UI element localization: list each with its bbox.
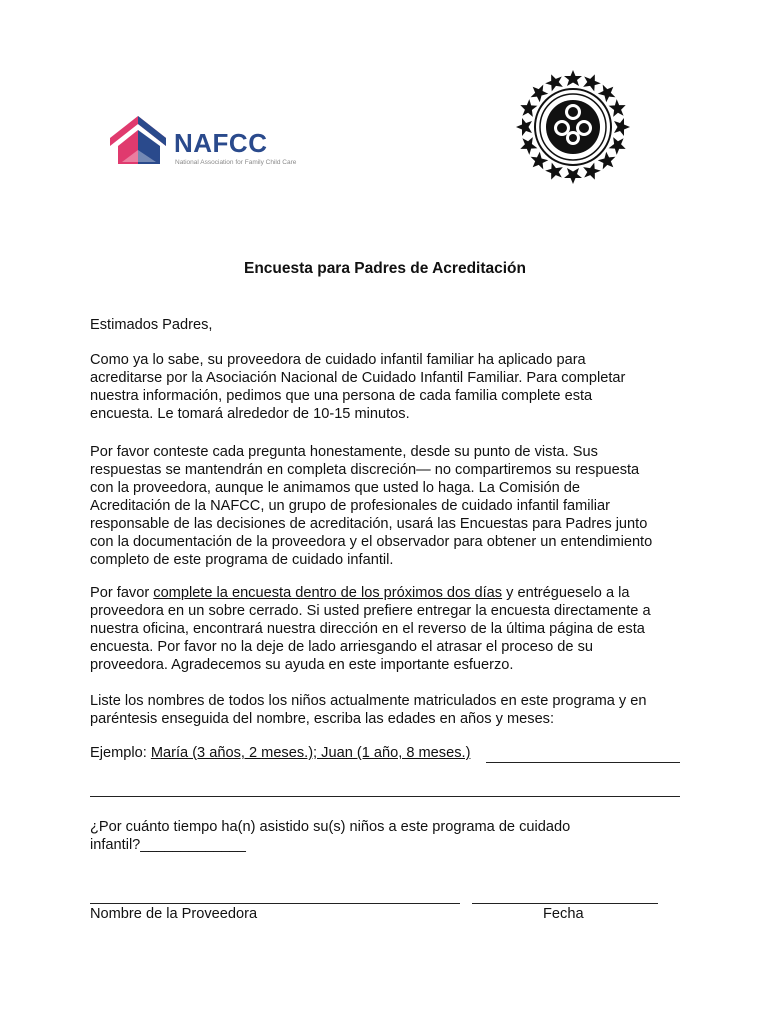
paragraph-line: respuestas se mantendrán en completa discreción— no compartiremos su respuesta xyxy=(90,462,640,478)
paragraph-line: encuesta. Le tomará alrededor de 10-15 minutos. xyxy=(90,406,410,422)
paragraph-2 xyxy=(90,443,690,569)
example-value: María (3 años, 2 meses.); Juan (1 año, 8 meses.) xyxy=(150,745,471,761)
paragraph-line: encuesta. Por favor no la deje de lado arriesgando el atrasar el proceso de su xyxy=(90,639,593,655)
question-line[interactable]: infantil?_____________ xyxy=(90,837,246,853)
greeting-text: Estimados Padres, xyxy=(90,317,213,333)
logo-name: NAFCC xyxy=(174,128,268,158)
text-prefix: Por favor xyxy=(90,585,154,601)
logo-tagline: National Association for Family Child Care xyxy=(175,159,297,166)
paragraph-line: con la proveedora, aunque le animamos que usted lo haga. La Comisión de xyxy=(90,480,581,496)
paragraph-line: nuestra oficina, encontrará nuestra dirección en el reverso de la última página de esta xyxy=(90,621,645,637)
provider-name-field[interactable] xyxy=(90,903,460,904)
paragraph-line: Como ya lo sabe, su proveedora de cuidado infantil familiar ha aplicado para xyxy=(90,352,586,368)
paragraph-line: Acreditación de la NAFCC, un grupo de profesionales de cuidado infantil familiar xyxy=(90,498,610,514)
house-logo-icon xyxy=(108,112,170,166)
paragraph-line: nuestra información, pedimos que una persona de cada familia complete esta xyxy=(90,388,593,404)
provider-name-label: Nombre de la Proveedora xyxy=(90,906,258,922)
paragraph-line: proveedora. Agradecemos su ayuda en este importante esfuerzo. xyxy=(90,657,514,673)
attendance-question xyxy=(90,818,690,854)
paragraph-line: completo de este programa de cuidado infantil. xyxy=(90,552,394,568)
date-field[interactable] xyxy=(472,903,658,904)
paragraph-line: Por favor conteste cada pregunta honestamente, desde su punto de vista. Sus xyxy=(90,444,598,460)
example-text xyxy=(90,744,690,762)
deadline-emphasis: complete la encuesta dentro de los próximos dos días xyxy=(153,585,503,601)
paragraph-line xyxy=(90,584,690,602)
example-line xyxy=(90,744,690,762)
paragraph-line: Liste los nombres de todos los niños actualmente matriculados en este programa y en xyxy=(90,693,647,709)
question-line: ¿Por cuánto tiempo ha(n) asistido su(s) niños a este programa de cuidado xyxy=(90,819,571,835)
paragraph-line: acreditarse por la Asociación Nacional de Cuidado Infantil Familiar. Para completar xyxy=(90,370,626,386)
nafcc-logo xyxy=(108,112,297,172)
date-label: Fecha xyxy=(543,906,584,922)
paragraph-line: proveedora en un sobre cerrado. Si usted prefiere entregar la encuesta directamente a xyxy=(90,603,651,619)
paragraph-line: paréntesis enseguida del nombre, escriba las edades en años y meses: xyxy=(90,711,555,727)
paragraph-line: responsable de las decisiones de acreditación, usará las Encuestas para Padres junto xyxy=(90,516,648,532)
text-suffix: y entrégueselo a la xyxy=(502,585,630,601)
example-label: Ejemplo: xyxy=(90,745,151,761)
greeting xyxy=(90,316,690,334)
accreditation-seal-icon xyxy=(514,68,632,186)
paragraph-line: con la documentación de la proveedora y el observador para obtener un entendimiento xyxy=(90,534,653,550)
paragraph-4 xyxy=(90,692,690,728)
paragraph-3 xyxy=(90,584,690,674)
page-title: Encuesta para Padres de Acreditación xyxy=(244,260,526,277)
children-list-field-2[interactable] xyxy=(90,796,680,797)
paragraph-1 xyxy=(90,351,690,423)
children-list-field[interactable] xyxy=(486,762,680,763)
